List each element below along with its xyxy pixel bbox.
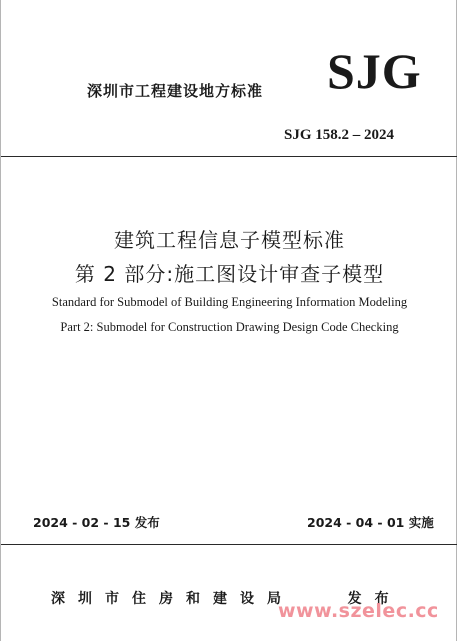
bottom-divider (1, 544, 457, 545)
release-date: 2024 - 02 - 15 发布 (33, 515, 160, 530)
top-divider (1, 156, 457, 157)
implement-date: 2024 - 04 - 01 实施 (307, 515, 434, 530)
issuer-label: 深圳市工程建设地方标准 (87, 82, 264, 100)
title-en-line1: Standard for Submodel of Building Engineering Information Modeling (51, 295, 408, 309)
title-en-line2: Part 2: Submodel for Construction Drawing Design Code Checking (60, 320, 399, 334)
sjg-logo: SJG (327, 43, 422, 99)
watermark-text: www.szelec.cc (278, 600, 439, 622)
standard-code: SJG 158.2 – 2024 (284, 127, 395, 143)
publisher: 深圳市住房和建设局 发布 (51, 591, 402, 607)
title-cn-line2: 第 2 部分:施工图设计审查子模型 (74, 262, 385, 286)
title-cn-line1: 建筑工程信息子模型标准 (114, 228, 345, 252)
